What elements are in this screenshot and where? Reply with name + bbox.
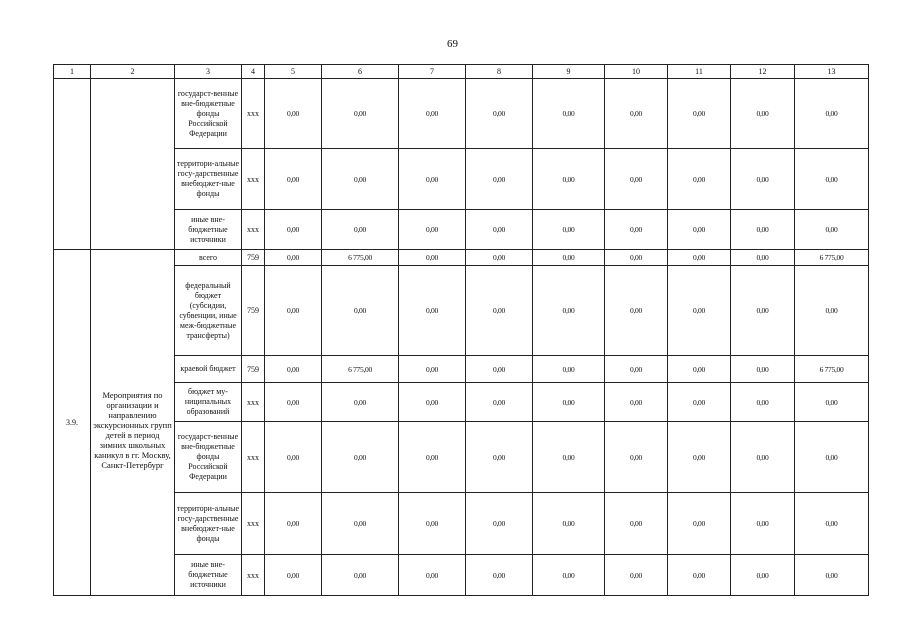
amount-cell: 0,00 (605, 266, 668, 356)
budget-code: 759 (242, 266, 265, 356)
amount-cell: 0,00 (533, 210, 605, 250)
column-header-13: 13 (795, 65, 869, 79)
budget-code: ххх (242, 210, 265, 250)
budget-table (53, 64, 869, 596)
table-row (54, 266, 869, 356)
funding-source: государст-венные вне-бюджетные фонды Российской Федерации (175, 79, 242, 149)
amount-cell: 0,00 (399, 493, 466, 555)
amount-cell: 0,00 (533, 250, 605, 266)
amount-cell: 0,00 (265, 266, 322, 356)
amount-cell: 0,00 (466, 79, 533, 149)
amount-cell: 0,00 (399, 356, 466, 383)
amount-cell: 0,00 (265, 422, 322, 493)
funding-source: федеральный бюджет (субсидии, субвенции, иные меж-бюджетные трансферты) (175, 266, 242, 356)
column-header-8: 8 (466, 65, 533, 79)
amount-cell: 0,00 (731, 250, 795, 266)
item-number: 3.9. (54, 250, 91, 596)
budget-code: ххх (242, 79, 265, 149)
table-row (54, 79, 869, 149)
amount-cell: 0,00 (533, 555, 605, 596)
amount-cell: 0,00 (605, 383, 668, 422)
amount-cell: 0,00 (322, 210, 399, 250)
amount-cell: 0,00 (668, 422, 731, 493)
amount-cell: 0,00 (668, 356, 731, 383)
amount-cell: 0,00 (399, 422, 466, 493)
amount-cell: 0,00 (731, 422, 795, 493)
column-header-2: 2 (91, 65, 175, 79)
amount-cell: 0,00 (668, 149, 731, 210)
amount-cell: 0,00 (265, 356, 322, 383)
amount-cell: 0,00 (399, 266, 466, 356)
amount-cell: 0,00 (322, 149, 399, 210)
table-row (54, 383, 869, 422)
amount-cell: 0,00 (605, 149, 668, 210)
amount-cell: 0,00 (265, 555, 322, 596)
amount-cell: 0,00 (322, 266, 399, 356)
funding-source: иные вне-бюджетные источники (175, 210, 242, 250)
amount-cell: 0,00 (466, 356, 533, 383)
amount-cell: 0,00 (668, 493, 731, 555)
budget-code: ххх (242, 555, 265, 596)
amount-cell: 0,00 (466, 422, 533, 493)
table-row (54, 356, 869, 383)
column-header-12: 12 (731, 65, 795, 79)
budget-code: ххх (242, 383, 265, 422)
amount-cell: 0,00 (668, 383, 731, 422)
amount-cell: 0,00 (668, 250, 731, 266)
funding-source: территори-альные госу-дарственные внебюджет-ные фонды (175, 149, 242, 210)
amount-cell: 0,00 (322, 79, 399, 149)
amount-cell: 0,00 (533, 266, 605, 356)
amount-cell: 0,00 (533, 149, 605, 210)
amount-cell: 0,00 (322, 422, 399, 493)
amount-cell: 0,00 (731, 356, 795, 383)
table-row (54, 555, 869, 596)
table-row (54, 149, 869, 210)
column-header-1: 1 (54, 65, 91, 79)
column-header-7: 7 (399, 65, 466, 79)
column-header-5: 5 (265, 65, 322, 79)
amount-cell: 0,00 (795, 149, 869, 210)
amount-cell: 0,00 (731, 383, 795, 422)
amount-cell: 0,00 (731, 210, 795, 250)
column-header-6: 6 (322, 65, 399, 79)
amount-cell: 0,00 (795, 79, 869, 149)
amount-cell: 0,00 (795, 422, 869, 493)
table-body (54, 79, 869, 596)
column-header-9: 9 (533, 65, 605, 79)
amount-cell: 0,00 (605, 250, 668, 266)
amount-cell: 0,00 (322, 493, 399, 555)
amount-cell: 0,00 (265, 79, 322, 149)
amount-cell: 0,00 (265, 210, 322, 250)
budget-code: 759 (242, 356, 265, 383)
amount-cell: 6 775,00 (322, 356, 399, 383)
amount-cell: 0,00 (533, 383, 605, 422)
header-row (54, 65, 869, 79)
amount-cell: 0,00 (265, 383, 322, 422)
funding-source: территори-альные госу-дарственные внебюджет-ные фонды (175, 493, 242, 555)
page-number: 69 (447, 38, 458, 50)
amount-cell: 6 775,00 (795, 356, 869, 383)
funding-source: бюджет му-ниципальных образований (175, 383, 242, 422)
budget-code: ххх (242, 422, 265, 493)
amount-cell: 0,00 (668, 555, 731, 596)
amount-cell: 0,00 (466, 555, 533, 596)
budget-code: ххх (242, 493, 265, 555)
amount-cell: 0,00 (322, 383, 399, 422)
funding-source: всего (175, 250, 242, 266)
amount-cell: 0,00 (399, 210, 466, 250)
amount-cell: 0,00 (322, 555, 399, 596)
amount-cell: 0,00 (466, 250, 533, 266)
amount-cell: 0,00 (731, 79, 795, 149)
amount-cell: 0,00 (466, 210, 533, 250)
table-row (54, 493, 869, 555)
amount-cell: 0,00 (466, 493, 533, 555)
table-row (54, 422, 869, 493)
item-description-top (91, 250, 175, 266)
funding-source: краевой бюджет (175, 356, 242, 383)
amount-cell: 6 775,00 (795, 250, 869, 266)
amount-cell: 0,00 (605, 493, 668, 555)
item-description: Мероприятия по организации и направлению экскурсионных групп детей в период зимних школьных каникул в гг. Москву, Санкт-Петербург (91, 266, 175, 596)
amount-cell: 0,00 (605, 356, 668, 383)
amount-cell: 0,00 (731, 266, 795, 356)
amount-cell: 0,00 (533, 356, 605, 383)
amount-cell: 0,00 (731, 555, 795, 596)
item-description-cell (91, 79, 175, 250)
amount-cell: 0,00 (265, 149, 322, 210)
amount-cell: 0,00 (668, 210, 731, 250)
amount-cell: 0,00 (533, 79, 605, 149)
amount-cell: 0,00 (795, 266, 869, 356)
budget-code: 759 (242, 250, 265, 266)
amount-cell: 0,00 (605, 210, 668, 250)
amount-cell: 0,00 (265, 250, 322, 266)
amount-cell: 0,00 (466, 149, 533, 210)
amount-cell: 0,00 (668, 79, 731, 149)
amount-cell: 0,00 (399, 250, 466, 266)
amount-cell: 0,00 (795, 210, 869, 250)
amount-cell: 0,00 (795, 383, 869, 422)
amount-cell: 0,00 (533, 422, 605, 493)
table-row (54, 210, 869, 250)
item-number-cell (54, 79, 91, 250)
amount-cell: 0,00 (399, 149, 466, 210)
funding-source: государст-венные вне-бюджетные фонды Российской Федерации (175, 422, 242, 493)
amount-cell: 6 775,00 (322, 250, 399, 266)
amount-cell: 0,00 (265, 493, 322, 555)
amount-cell: 0,00 (605, 79, 668, 149)
amount-cell: 0,00 (795, 555, 869, 596)
column-header-4: 4 (242, 65, 265, 79)
column-header-11: 11 (668, 65, 731, 79)
funding-source: иные вне-бюджетные источники (175, 555, 242, 596)
amount-cell: 0,00 (668, 266, 731, 356)
amount-cell: 0,00 (731, 493, 795, 555)
column-header-10: 10 (605, 65, 668, 79)
amount-cell: 0,00 (399, 555, 466, 596)
column-header-3: 3 (175, 65, 242, 79)
amount-cell: 0,00 (731, 149, 795, 210)
amount-cell: 0,00 (605, 555, 668, 596)
amount-cell: 0,00 (795, 493, 869, 555)
amount-cell: 0,00 (605, 422, 668, 493)
budget-code: ххх (242, 149, 265, 210)
amount-cell: 0,00 (466, 266, 533, 356)
table-row (54, 250, 869, 266)
amount-cell: 0,00 (399, 79, 466, 149)
amount-cell: 0,00 (533, 493, 605, 555)
amount-cell: 0,00 (466, 383, 533, 422)
amount-cell: 0,00 (399, 383, 466, 422)
